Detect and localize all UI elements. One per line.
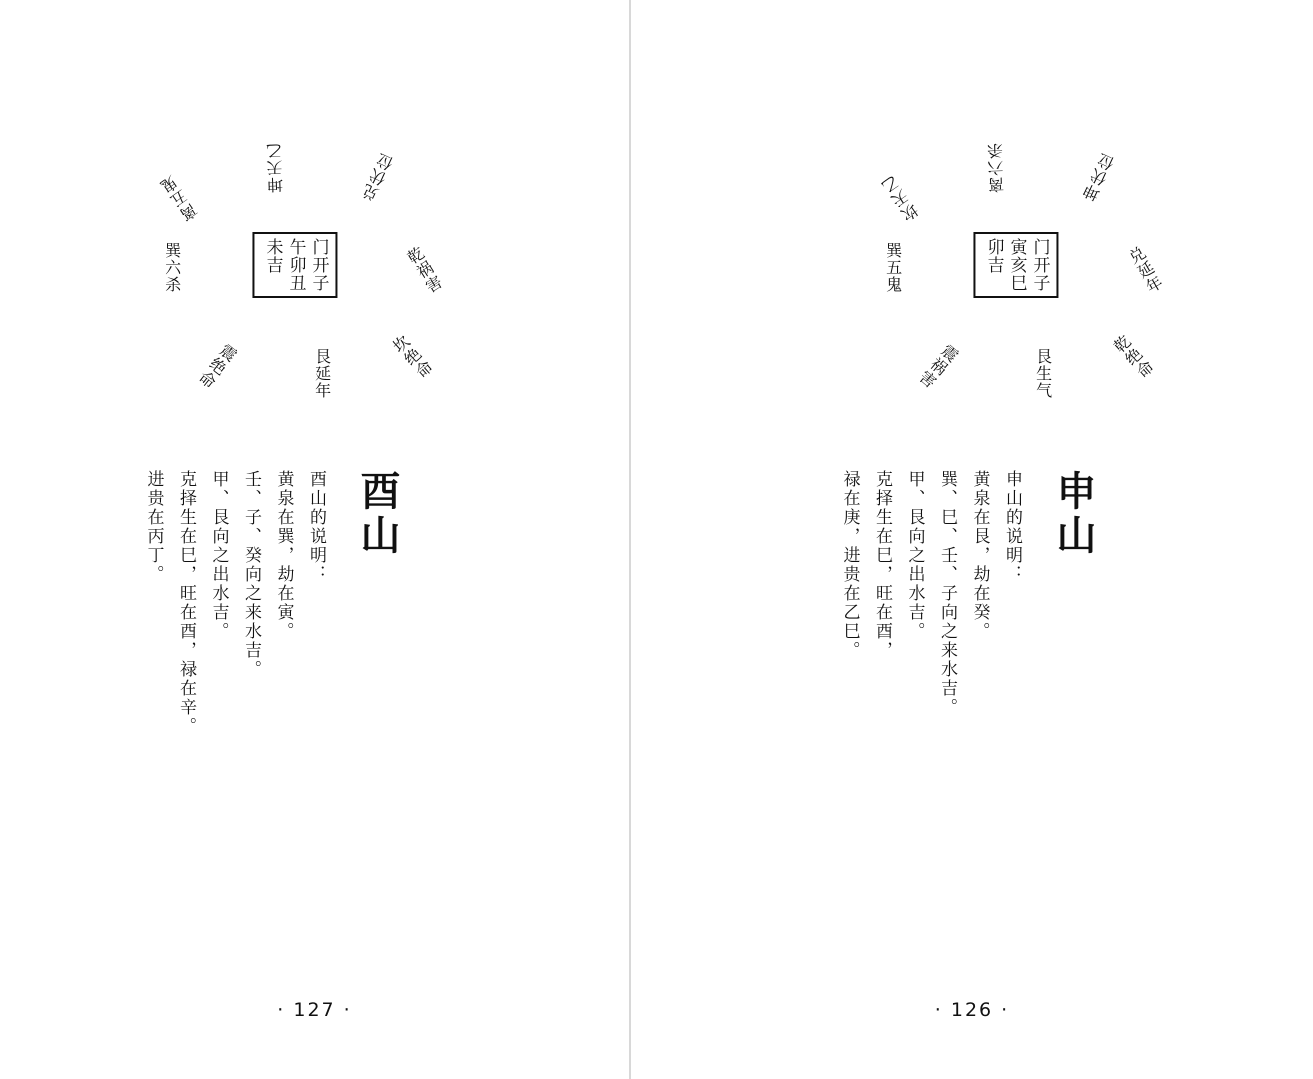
ring-label-gen-yannian: 艮延年 <box>312 348 332 399</box>
page-left <box>0 0 629 1079</box>
body-line: 禄在庚，进贵在乙巳。 <box>839 470 860 660</box>
body-line: 黄泉在巽，劫在寅。 <box>273 470 294 641</box>
ring-label-kun-tianyi: 坤天乙 <box>265 141 286 194</box>
body-line: 克择生在巳，旺在酉，禄在辛。 <box>176 470 196 736</box>
center-box-column-2: 午卯丑 <box>285 238 306 292</box>
ring-label-kun-fuwei: 坤伏位 <box>1080 150 1119 205</box>
ring-label-xun-liusha: 巽六杀 <box>162 242 182 293</box>
bagua-diagram-youshan <box>85 120 505 440</box>
bagua-diagram-shenshan <box>806 120 1226 440</box>
page-title-youshan: 酉山 <box>354 470 400 558</box>
body-line: 黄泉在艮，劫在癸。 <box>969 470 990 641</box>
page-right <box>631 0 1313 1079</box>
article-youshan <box>140 470 400 736</box>
ring-label-dui-fuwei: 兑伏位 <box>359 150 398 205</box>
ring-label-kan-tianyi: 坎天乙 <box>878 171 923 225</box>
body-line: 甲、艮向之出水吉。 <box>208 470 229 641</box>
ring-label-zhen-huohai: 震祸害 <box>914 340 962 392</box>
body-line: 进贵在丙丁。 <box>143 470 164 584</box>
body-columns <box>836 470 1024 715</box>
center-box-column-2: 寅亥巳 <box>1006 238 1027 292</box>
ring-label-kan-jueming: 坎绝命 <box>387 331 437 383</box>
body-line: 甲、艮向之出水吉。 <box>904 470 925 641</box>
center-box-column-1: 门开子 <box>1029 238 1050 292</box>
ring-label-li-liusha: 离六杀 <box>986 141 1007 194</box>
ring-label-gen-shengqi: 艮生气 <box>1033 348 1053 399</box>
ring-label-dui-yannian: 兑延年 <box>1124 243 1167 298</box>
body-line: 克择生在巳，旺在酉， <box>872 470 892 660</box>
center-box <box>252 232 337 298</box>
folio-left: · 127 · <box>277 999 352 1021</box>
body-line: 酉山的说明： <box>306 470 326 584</box>
ring-label-zhen-jueming: 震绝命 <box>193 339 241 392</box>
body-columns <box>140 470 328 736</box>
ring-label-xun-wugui: 巽五鬼 <box>883 242 903 293</box>
center-box-column-3: 未吉 <box>262 238 283 274</box>
folio-right: · 126 · <box>934 999 1010 1021</box>
article-shenshan <box>836 470 1094 715</box>
center-box <box>973 232 1058 298</box>
center-box-column-3: 卯吉 <box>983 238 1004 274</box>
page-title-shenshan: 申山 <box>1050 470 1096 558</box>
body-line: 申山的说明： <box>1002 470 1022 584</box>
ring-label-qian-jueming: 乾绝命 <box>1108 331 1158 383</box>
center-box-column-1: 门开子 <box>308 238 329 292</box>
body-line: 壬、子、癸向之来水吉。 <box>241 470 261 679</box>
body-line: 巽、巳、壬、子向之来水吉。 <box>937 470 957 717</box>
ring-label-qian-huohai: 乾祸害 <box>402 243 446 298</box>
ring-label-li-wugui: 离五鬼 <box>157 171 202 225</box>
